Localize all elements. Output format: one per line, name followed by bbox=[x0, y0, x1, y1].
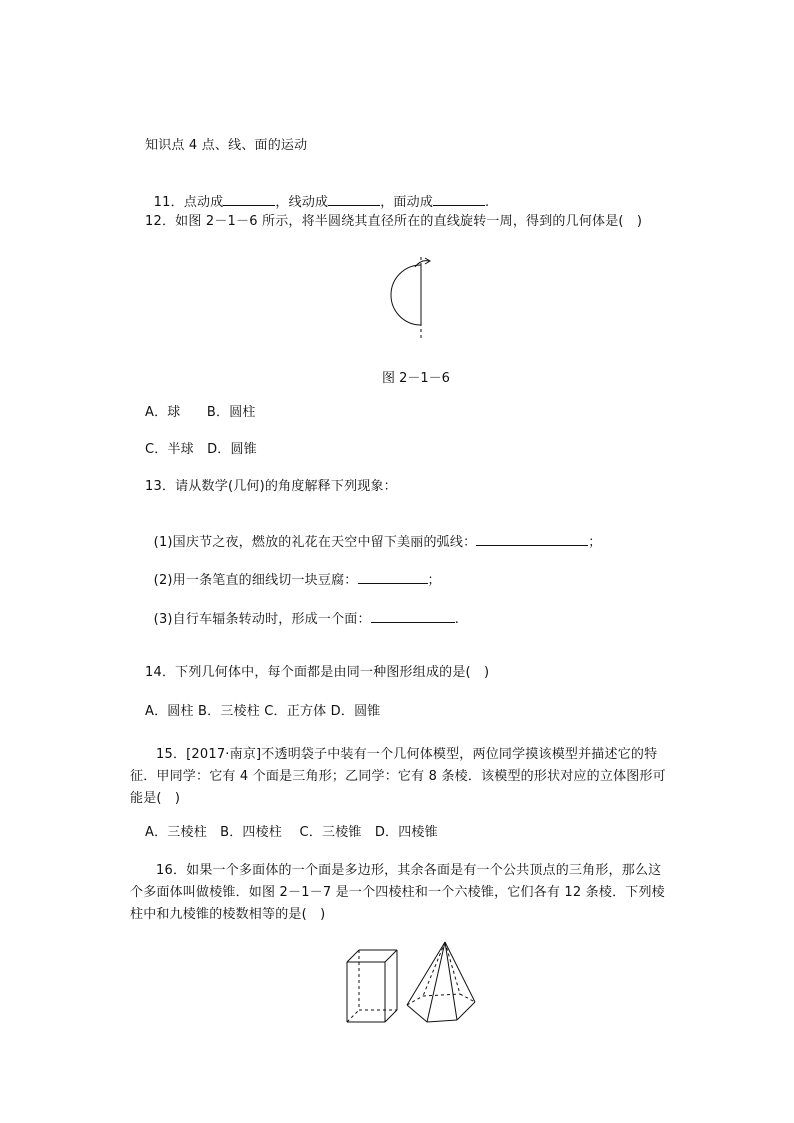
q13-sub2-end: ； bbox=[427, 573, 441, 588]
q13-sub3 bbox=[145, 592, 459, 629]
question-14-stem: 14．下列几何体中，每个面都是由同一种图形组成的是( ) bbox=[145, 665, 490, 680]
question-11 bbox=[145, 175, 489, 212]
q11-text-c: ，面动成 bbox=[380, 195, 434, 210]
q11-text-d: . bbox=[485, 195, 490, 210]
q11-blank-3[interactable] bbox=[433, 193, 485, 206]
question-16-stem: 16．如果一个多面体的一个面是多边形，其余各面是有一个公共顶点的三角形，那么这个多面体叫做棱锥．如图 2－1－7 是一个四棱柱和一个六棱锥，它们各有 12 条棱．下列棱柱中和九棱锥的棱数相等的是( ) bbox=[130, 863, 665, 922]
question-12-stem: 12．如图 2－1－6 所示，将半圆绕其直径所在的直线旋转一周，得到的几何体是( ) bbox=[145, 214, 643, 229]
q13-sub2 bbox=[145, 553, 441, 590]
q12-options-row2: C．半球 D．圆锥 bbox=[145, 442, 257, 457]
q13-sub3-text: (3)自行车辐条转动时，形成一个面： bbox=[153, 612, 371, 627]
q13-sub1-end: ； bbox=[588, 535, 602, 550]
q13-blank-1[interactable] bbox=[476, 533, 588, 546]
q13-blank-2[interactable] bbox=[358, 571, 428, 584]
q13-sub1-text: (1)国庆节之夜，燃放的礼花在天空中留下美丽的弧线： bbox=[153, 535, 477, 550]
q13-sub2-text: (2)用一条笔直的细线切一块豆腐： bbox=[153, 573, 358, 588]
prism-pyramid-figure bbox=[345, 940, 495, 1030]
question-13-stem: 13．请从数学(几何)的角度解释下列现象： bbox=[145, 479, 397, 494]
figure-caption-2-1-6: 图 2－1－6 bbox=[382, 371, 450, 386]
q11-text-a: 11．点动成 bbox=[153, 195, 224, 210]
semicircle-figure bbox=[385, 255, 445, 345]
q12-options-row1: A．球 B．圆柱 bbox=[145, 405, 256, 420]
q13-blank-3[interactable] bbox=[371, 610, 455, 623]
section-title: 知识点 4 点、线、面的运动 bbox=[145, 138, 308, 153]
q11-blank-1[interactable] bbox=[223, 193, 275, 206]
q11-text-b: ，线动成 bbox=[275, 195, 329, 210]
q15-options: A．三棱柱 B．四棱柱 C．三棱锥 D．四棱锥 bbox=[145, 825, 438, 840]
q14-options: A．圆柱 B．三棱柱 C．正方体 D．圆锥 bbox=[145, 704, 381, 719]
q13-sub3-end: . bbox=[454, 612, 460, 627]
question-15-stem: 15．[2017·南京]不透明袋子中装有一个几何体模型，两位同学摸该模型并描述它的特征．甲同学：它有 4 个面是三角形；乙同学：它有 8 条棱．该模型的形状对应的立体图形可能是( ) bbox=[130, 747, 666, 806]
q13-sub1 bbox=[145, 515, 602, 552]
q11-blank-2[interactable] bbox=[328, 193, 380, 206]
